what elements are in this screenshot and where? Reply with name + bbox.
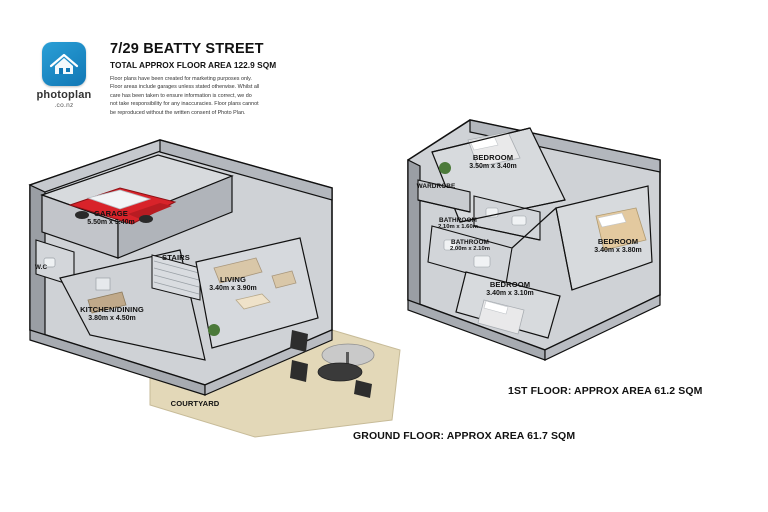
first-floor-caption: 1ST FLOOR: APPROX AREA 61.2 SQM	[508, 385, 703, 397]
room-label-garage: GARAGE 5.50m x 3.40m	[87, 209, 135, 226]
total-area-text: TOTAL APPROX FLOOR AREA 122.9 SQM	[110, 60, 277, 70]
ground-floor-plan	[30, 140, 400, 437]
room-label-bedroom-top: BEDROOM 3.50m x 3.40m	[469, 153, 517, 170]
room-label-bathroom: BATHROOM 2.00m x 2.10m	[450, 239, 490, 253]
room-label-kitchen-dining: KITCHEN/DINING 3.80m x 4.50m	[80, 305, 144, 322]
room-label-stairs: STAIRS	[162, 253, 190, 262]
room-label-wardrobe: WARDROBE	[416, 183, 456, 190]
ground-floor-caption: GROUND FLOOR: APPROX AREA 61.7 SQM	[353, 430, 576, 442]
first-floor-plan	[408, 120, 660, 360]
room-label-courtyard: COURTYARD	[170, 399, 220, 408]
room-label-living: LIVING 3.40m x 3.90m	[209, 275, 257, 292]
plant-icon	[439, 162, 451, 174]
room-label-wc: W.C	[34, 264, 48, 271]
page-title: 7/29 BEATTY STREET	[110, 41, 264, 57]
logo-wordmark: photoplan	[36, 89, 92, 101]
room-label-bathroom-small: BATHROOM 2.10m x 1.60m	[438, 217, 478, 231]
room-label-bedroom-bottom: BEDROOM 3.40m x 3.10m	[486, 280, 534, 297]
logo-domain: .co.nz	[54, 101, 74, 109]
disclaimer-text: Floor plans have been created for marketing purposes only. Floor areas include garages unless stated otherwise. Whilst all care has been taken to ensure information is correct, we do not take responsibility for any inaccuracies. Floor plans cannot be reproduced without the written consent of Photo Plan.	[110, 76, 260, 116]
room-label-bedroom-right: BEDROOM 3.40m x 3.80m	[594, 237, 642, 254]
